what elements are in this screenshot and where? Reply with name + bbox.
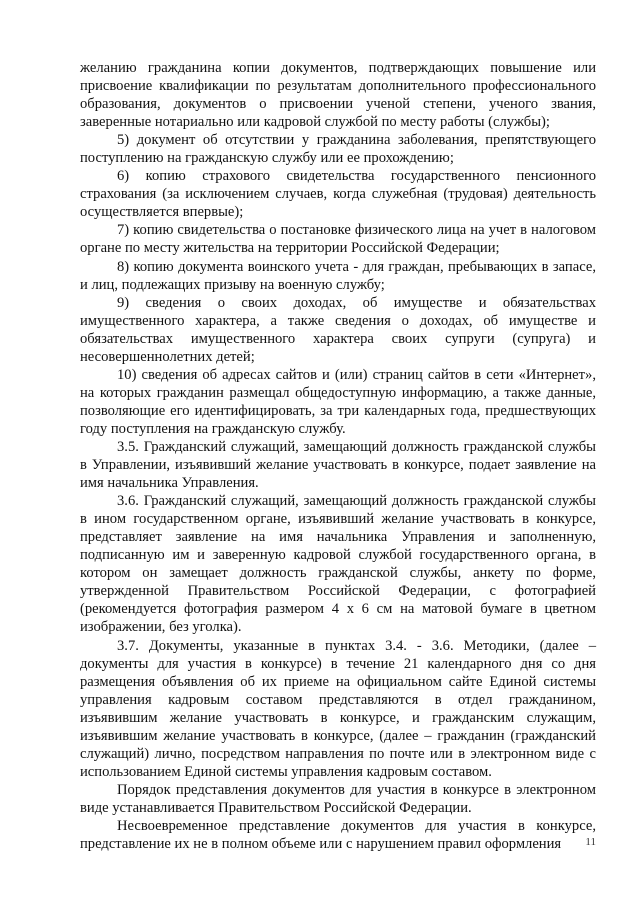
paragraph-submission-order: Порядок представления документов для участия в конкурсе в электронном виде устанавливается Правительством Российской Федерации. (80, 781, 596, 816)
paragraph-continuation: желанию гражданина копии документов, подтверждающих повышение или присвоение квалификации по результатам дополнительного профессионального образования, документов о присвоении ученой степени, ученого звания, заверенные нотариально или кадровой службой по месту работы (службы); (80, 60, 596, 131)
page-number: 11 (585, 836, 596, 848)
paragraph-item-5: 5) документ об отсутствии у гражданина заболевания, препятствующего поступлению на гражданскую службу или ее прохождению; (80, 132, 596, 167)
document-page (80, 59, 596, 853)
paragraph-item-8: 8) копию документа воинского учета - для граждан, пребывающих в запасе, и лиц, подлежащих призыву на военную службу; (80, 258, 596, 293)
paragraph-section-3-6: 3.6. Гражданский служащий, замещающий должность гражданской службы в ином государственном органе, изъявивший желание участвовать в конкурсе, представляет заявление на имя начальника Управления и заполненную, подписанную им и заверенную кадровой службой государственного органа, в котором он замещает должность гражданской службы, анкету по форме, утвержденной Правительством Российской Федерации, с фотографией (рекомендуется фотография размером 4 х 6 см на матовой бумаге в цветном изображении, без уголка). (80, 493, 596, 636)
paragraph-section-3-7: 3.7. Документы, указанные в пунктах 3.4. - 3.6. Методики, (далее – документы для участия в конкурсе) в течение 21 календарного дня со дня размещения объявления об их приеме на официальном сайте Единой системы управления кадровым составом представляются в отдел гражданином, изъявившим желание участвовать в конкурсе, и гражданским служащим, изъявившим желание участвовать в конкурсе, (далее – гражданин (гражданский служащий) лично, посредством направления по почте или в электронном виде с использованием Единой системы управления кадровым составом. (80, 637, 596, 780)
paragraph-item-7: 7) копию свидетельства о постановке физического лица на учет в налоговом органе по месту жительства на территории Российской Федерации; (80, 222, 596, 257)
paragraph-item-6: 6) копию страхового свидетельства государственного пенсионного страхования (за исключением случаев, когда служебная (трудовая) деятельность осуществляется впервые); (80, 168, 596, 221)
paragraph-item-9: 9) сведения о своих доходах, об имуществе и обязательствах имущественного характера, а также сведения о доходах, об имуществе и обязательствах имущественного характера своих супруги (супруга) и несовершеннолетних детей; (80, 294, 596, 365)
paragraph-item-10: 10) сведения об адресах сайтов и (или) страниц сайтов в сети «Интернет», на которых гражданин размещал общедоступную информацию, а также данные, позволяющие его идентифицировать, за три календарных года, предшествующих году поступления на гражданскую службу. (80, 366, 596, 437)
paragraph-late-submission: Несвоевременное представление документов для участия в конкурсе, представление их не в полном объеме или с нарушением правил оформления (80, 817, 596, 853)
paragraph-section-3-5: 3.5. Гражданский служащий, замещающий должность гражданской службы в Управлении, изъявивший желание участвовать в конкурсе, подает заявление на имя начальника Управления. (80, 438, 596, 492)
